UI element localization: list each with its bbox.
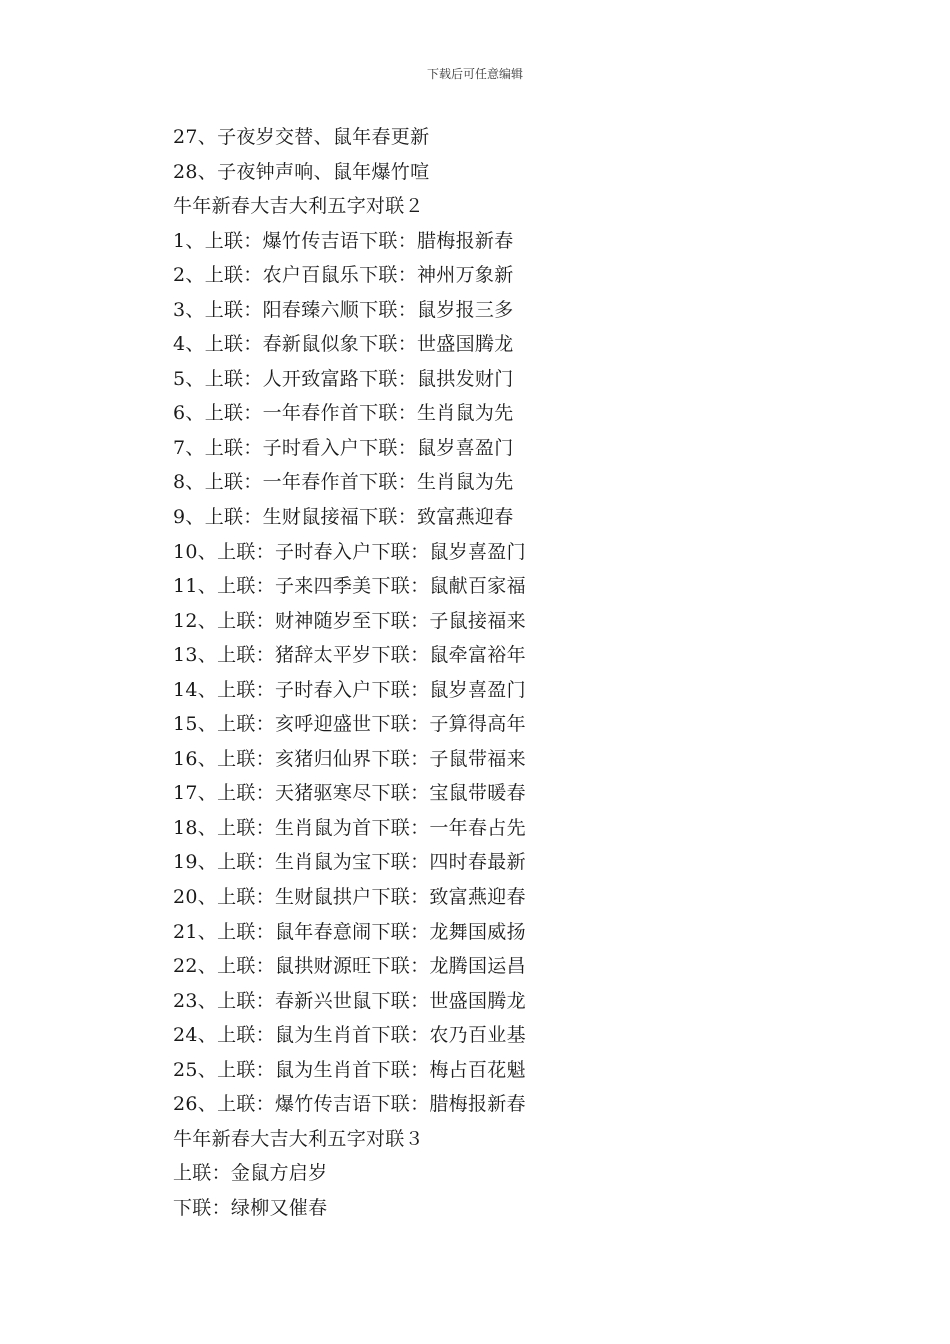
couplet-line: 18、上联：生肖鼠为首下联：一年春占先: [173, 816, 526, 839]
couplet-line: 21、上联：鼠年春意闹下联：龙舞国威扬: [173, 920, 526, 943]
couplet-line: 16、上联：亥猪归仙界下联：子鼠带福来: [173, 747, 526, 770]
couplet-line: 11、上联：子来四季美下联：鼠献百家福: [173, 575, 526, 598]
document-body: [173, 120, 873, 1226]
couplet-line: 20、上联：生财鼠拱户下联：致富燕迎春: [173, 886, 526, 909]
couplet-line: 8、上联：一年春作首下联：生肖鼠为先: [173, 471, 514, 494]
couplet-lower-line: 下联：绿柳又催春: [173, 1196, 328, 1219]
couplet-line: 25、上联：鼠为生肖首下联：梅占百花魁: [173, 1058, 526, 1081]
couplet-line: 26、上联：爆竹传吉语下联：腊梅报新春: [173, 1093, 526, 1116]
couplet-line: 12、上联：财神随岁至下联：子鼠接福来: [173, 609, 526, 632]
couplet-upper-line: 上联：金鼠方启岁: [173, 1162, 328, 1185]
couplet-line: 1、上联：爆竹传吉语下联：腊梅报新春: [173, 229, 514, 252]
couplet-line: 2、上联：农户百鼠乐下联：神州万象新: [173, 264, 514, 287]
section-heading: 牛年新春大吉大利五字对联３: [173, 1127, 424, 1150]
couplet-line: 17、上联：天猪驱寒尽下联：宝鼠带暖春: [173, 782, 526, 805]
couplet-line: 19、上联：生肖鼠为宝下联：四时春最新: [173, 851, 526, 874]
couplet-line: 22、上联：鼠拱财源旺下联：龙腾国运昌: [173, 955, 526, 978]
couplet-line: 14、上联：子时春入户下联：鼠岁喜盈门: [173, 678, 526, 701]
page-header: 下载后可任意编辑: [426, 67, 523, 81]
text-line: 28、子夜钟声响、鼠年爆竹喧: [173, 160, 430, 183]
couplet-line: 15、上联：亥呼迎盛世下联：子算得高年: [173, 713, 526, 736]
couplet-line: 3、上联：阳春臻六顺下联：鼠岁报三多: [173, 298, 514, 321]
couplet-line: 10、上联：子时春入户下联：鼠岁喜盈门: [173, 540, 526, 563]
couplet-line: 4、上联：春新鼠似象下联：世盛国腾龙: [173, 333, 514, 356]
couplet-line: 24、上联：鼠为生肖首下联：农乃百业基: [173, 1024, 526, 1047]
couplet-line: 7、上联：子时看入户下联：鼠岁喜盈门: [173, 436, 514, 459]
couplet-line: 6、上联：一年春作首下联：生肖鼠为先: [173, 402, 514, 425]
couplet-line: 9、上联：生财鼠接福下联：致富燕迎春: [173, 506, 514, 529]
couplet-line: 23、上联：春新兴世鼠下联：世盛国腾龙: [173, 989, 526, 1012]
text-line: 27、子夜岁交替、鼠年春更新: [173, 126, 430, 148]
couplet-line: 5、上联：人开致富路下联：鼠拱发财门: [173, 367, 514, 390]
section-heading: 牛年新春大吉大利五字对联２: [173, 195, 424, 218]
couplet-line: 13、上联：猪辞太平岁下联：鼠牵富裕年: [173, 644, 526, 667]
